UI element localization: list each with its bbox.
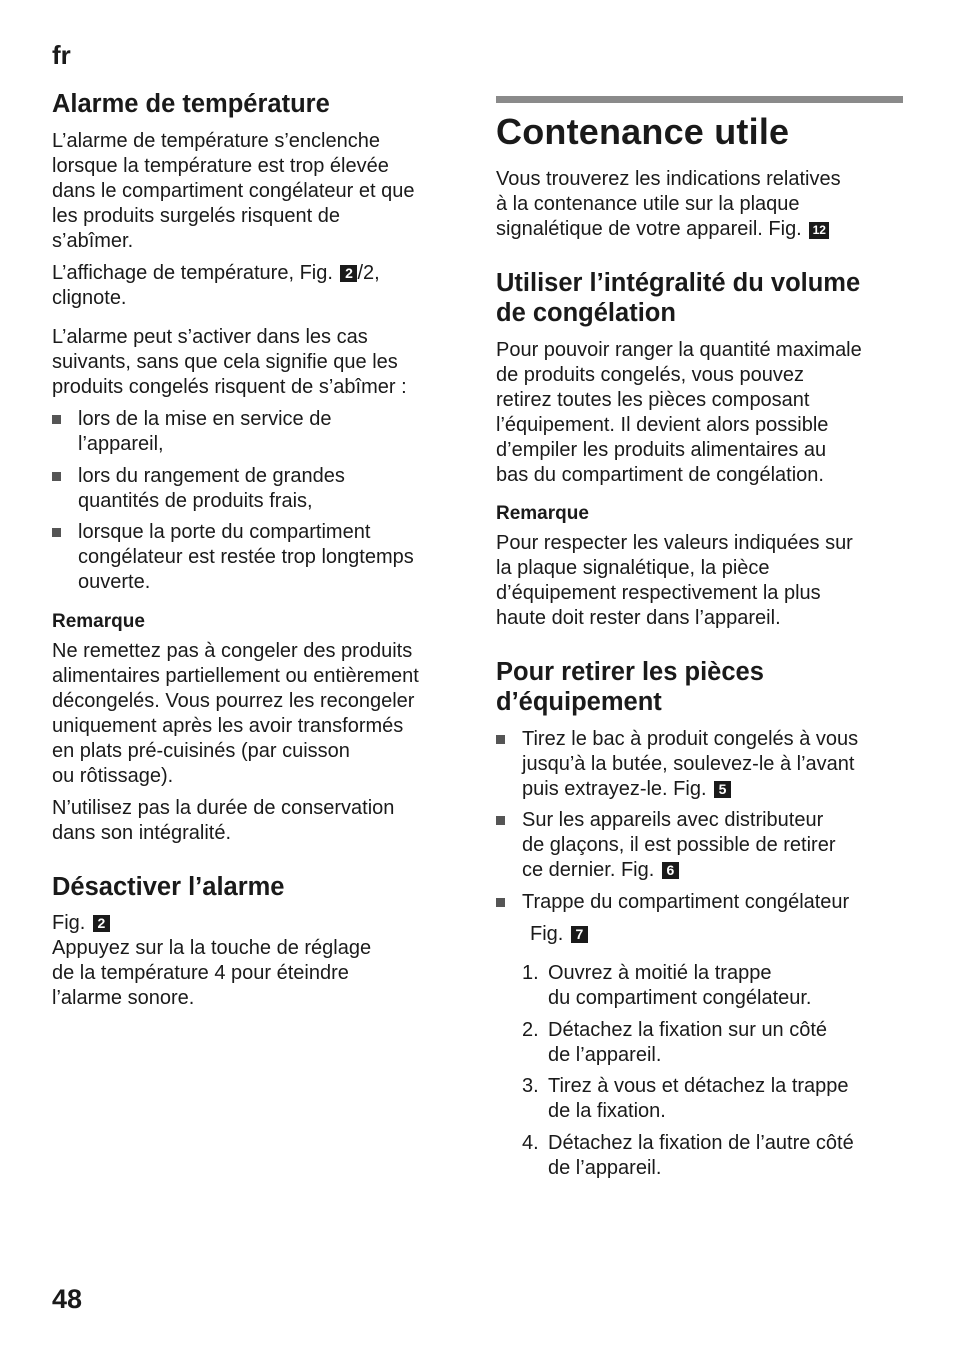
alarm-paragraph-1: L’alarme de température s’enclenche lorsque la température est trop élevée dans le compartiment congélateur et que les produits surgelés risquent de s’abîmer.	[52, 130, 415, 252]
intro-paragraph: Vous trouverez les indications relatives à la contenance utile sur la plaque signalétique de votre appareil. Fig. 12	[496, 168, 841, 240]
figure-ref-badge: 6	[662, 862, 679, 879]
figure-ref-badge: 5	[714, 781, 731, 798]
alarm-paragraph-3: L’alarme peut s’activer dans les cas suivants, sans que cela signifie que les produits congelés risquent de s’abîmer :	[52, 326, 407, 398]
page-title: Contenance utile	[496, 111, 790, 152]
figure-ref-badge: 12	[809, 222, 829, 239]
deactivate-paragraph: Fig. 2 Appuyez sur la la touche de réglage de la température 4 pour éteindre l’alarme sonore.	[52, 912, 372, 1009]
figure-ref-badge: 2	[340, 265, 357, 282]
deactivate-heading: Désactiver l’alarme	[52, 873, 285, 901]
bullet-square-icon	[496, 898, 505, 907]
section-rule	[496, 96, 903, 103]
bullet-square-icon	[496, 735, 505, 744]
alarm-paragraph-2: L’affichage de température, Fig. 2 /2, clignote.	[52, 262, 380, 309]
page-number: 48	[52, 1284, 83, 1314]
figure-ref-badge: 7	[571, 926, 588, 943]
alarm-heading: Alarme de température	[52, 90, 330, 118]
volume-paragraph: Pour pouvoir ranger la quantité maximale de produits congelés, vous pouvez retirez toutes les pièces composant l’équipement. Il devient alors possible d’empiler les produits alimentaires au bas du compartiment de congélation.	[496, 339, 862, 486]
bullet-square-icon	[496, 816, 505, 825]
bullet-square-icon	[52, 415, 61, 424]
volume-heading: Utiliser l’intégralité du volume de congélation	[496, 269, 861, 327]
note-paragraph-2: N’utilisez pas la durée de conservation dans son intégralité.	[52, 797, 395, 844]
note-label: Remarque	[496, 503, 589, 524]
figure-ref-badge: 2	[93, 915, 110, 932]
bullet-square-icon	[52, 528, 61, 537]
note-paragraph: Ne remettez pas à congeler des produits alimentaires partiellement ou entièrement décongelés. Vous pourrez les recongeler uniquement après les avoir transformés en plats pré-cuisinés (par cuisson ou rôtissage).	[52, 640, 419, 787]
language-tag: fr	[52, 40, 71, 70]
note-label: Remarque	[52, 611, 145, 632]
bullet-square-icon	[52, 472, 61, 481]
remove-heading: Pour retirer les pièces d’équipement	[496, 658, 764, 716]
note-paragraph: Pour respecter les valeurs indiquées sur la plaque signalétique, la pièce d’équipement respectivement la plus haute doit rester dans l’appareil.	[496, 532, 853, 629]
fig-reference-line: Fig. 7	[530, 922, 900, 947]
